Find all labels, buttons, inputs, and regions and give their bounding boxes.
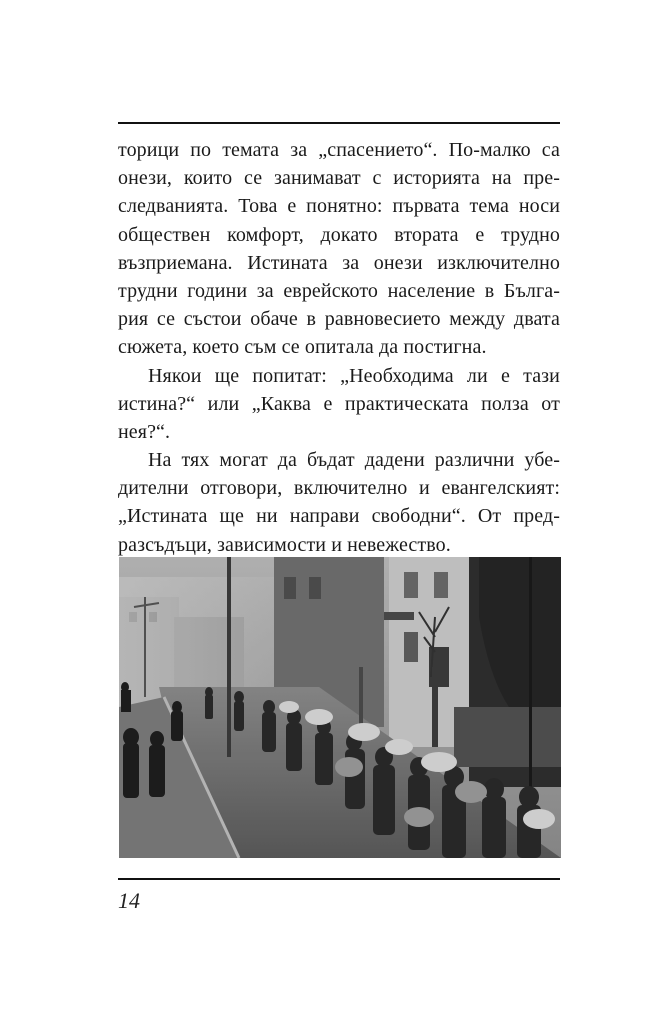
text-line: нея?“. [118, 420, 171, 443]
body-text [118, 136, 560, 587]
text-line: следванията. Това е понятно: първата тема носи [118, 195, 560, 218]
text-line: трудни години за еврейското население в Бълга- [118, 279, 560, 302]
text-line: сюжета, което съм се опитала да постигна. [118, 336, 487, 359]
text-line: рия се състои обаче в равновесието между двата [118, 308, 560, 331]
text-line: торици по темата за „спасението“. По-малко са [118, 139, 560, 161]
text-line: възприемана. Истината за онези изключително [118, 251, 560, 274]
text-line: онези, които се занимават с историята на пре- [118, 167, 560, 190]
top-rule [118, 122, 560, 124]
text-line: обществен комфорт, докато втората е трудно [118, 223, 560, 246]
text-line: На тях могат да бъдат дадени различни убе- [148, 449, 560, 472]
text-line: дителни отговори, включително и евангелският: [118, 477, 560, 500]
historical-photo [119, 557, 561, 858]
photo-illustration [119, 557, 561, 858]
text-line: „Истината ще ни направи свободни“. От пред- [118, 505, 560, 528]
bottom-rule [118, 878, 560, 880]
page-number: 14 [118, 888, 140, 913]
text-line: Някои ще попитат: „Необходима ли е тази [148, 364, 560, 387]
text-line: истина?“ или „Каква е практическата полза от [118, 392, 560, 415]
text-line: разсъдъци, зависимости и невежество. [118, 533, 451, 556]
